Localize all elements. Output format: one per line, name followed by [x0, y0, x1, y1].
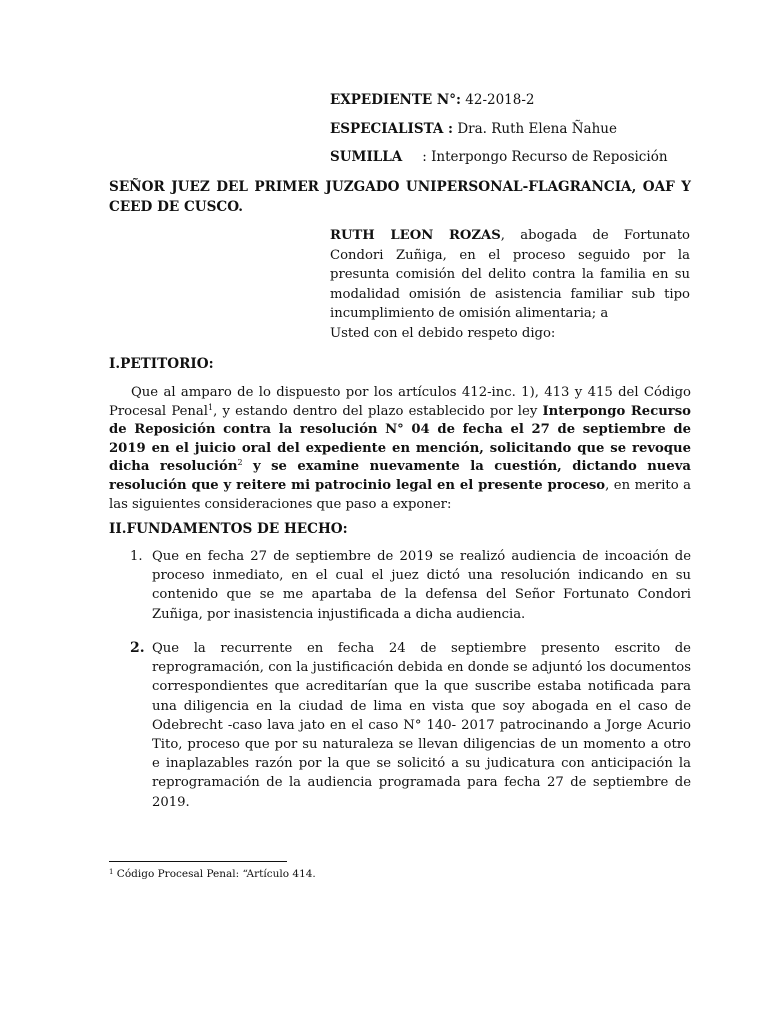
petitorio-text-3: , en merito a las siguientes consideraciones que paso a exponer: [109, 477, 692, 512]
footnote-ref-2[interactable]: 2 [237, 458, 243, 468]
petitorio-paragraph [109, 384, 691, 514]
presentation-last-line: Usted con el debido respeto digo: [330, 325, 556, 341]
footnote-separator [109, 861, 287, 862]
sumilla-label: SUMILLA [330, 149, 403, 165]
addressee: SEÑOR JUEZ DEL PRIMER JUZGADO UNIPERSONAL-FLAGRANCIA, OAF Y CEED DE CUSCO. [109, 179, 691, 215]
section-title-fundamentos: II.FUNDAMENTOS DE HECHO: [109, 521, 348, 537]
petitorio-bold-1: Interpongo Recurso de Reposición contra la resolución N° 04 de fecha el 27 de septiembre de 2019 en el juicio oral del expediente en mención, solicitando que se revoque dicha resolución [109, 403, 691, 475]
sumilla-value: : Interpongo Recurso de Reposición [422, 149, 668, 165]
list-item-text: Que en fecha 27 de septiembre de 2019 se realizó audiencia de incoación de proceso inmediato, en el cual el juez dictó una resolución indicando en su contenido que se me apartaba de la defensa del Señor Fortunato Condori Zuñiga, por inasistencia injustificada a dicha audiencia. [152, 549, 691, 622]
expediente-label: EXPEDIENTE N°: [330, 92, 461, 108]
expediente-line [330, 91, 535, 109]
list-item [130, 547, 691, 624]
petitorio-bold-2: y se examine nuevamente la cuestión, dictando nueva resolución que y reitere mi patrocinio legal en el presente proceso [109, 459, 691, 493]
footnote-text: Código Procesal Penal: “Artículo 414. [113, 868, 316, 880]
list-item-number: 2. [130, 640, 145, 656]
list-item [130, 639, 691, 812]
presentation-text: , abogada de Fortunato Condori Zuñiga, en el proceso seguido por la presunta comisión del delito contra la familia en su modalidad omisión de asistencia familiar sub tipo incumplimiento de omisión alimentaria; a [330, 228, 690, 322]
petitorio-text-2: , y estando dentro del plazo establecido por ley [213, 403, 543, 419]
especialista-label: ESPECIALISTA : [330, 121, 454, 137]
list-item-number: 1. [130, 549, 143, 564]
section-title-petitorio: I.PETITORIO: [109, 356, 214, 372]
footnote-ref-1[interactable]: 1 [208, 402, 214, 412]
presentation-paragraph [330, 226, 690, 344]
especialista-value: Dra. Ruth Elena Ñahue [453, 121, 617, 137]
expediente-value: 42-2018-2 [460, 92, 535, 108]
footnote [109, 867, 316, 881]
lawyer-name: RUTH LEON ROZAS [330, 228, 501, 243]
especialista-line [330, 120, 617, 138]
sumilla-line [330, 148, 668, 166]
footnote-mark: 1 [109, 868, 114, 876]
list-item-text: Que la recurrente en fecha 24 de septiembre presento escrito de reprogramación, con la justificación debida en donde se adjuntó los documentos correspondientes que acreditarían que la que suscribe estaba notificada para una diligencia en la ciudad de lima en vista que soy abogada en el caso de Odebrecht -caso lava jato en el caso N° 140- 2017 patrocinando a Jorge Acurio Tito, proceso que por su naturaleza se llevan diligencias de un momento a otro e inaplazables razón por la que se solicitó a su judicatura con anticipación la reprogramación de la audiencia programada para fecha 27 de septiembre de 2019. [152, 641, 691, 810]
petitorio-text-1: Que al amparo de lo dispuesto por los artículos 412-inc. 1), 413 y 415 del Código Procesal Penal [109, 385, 691, 419]
